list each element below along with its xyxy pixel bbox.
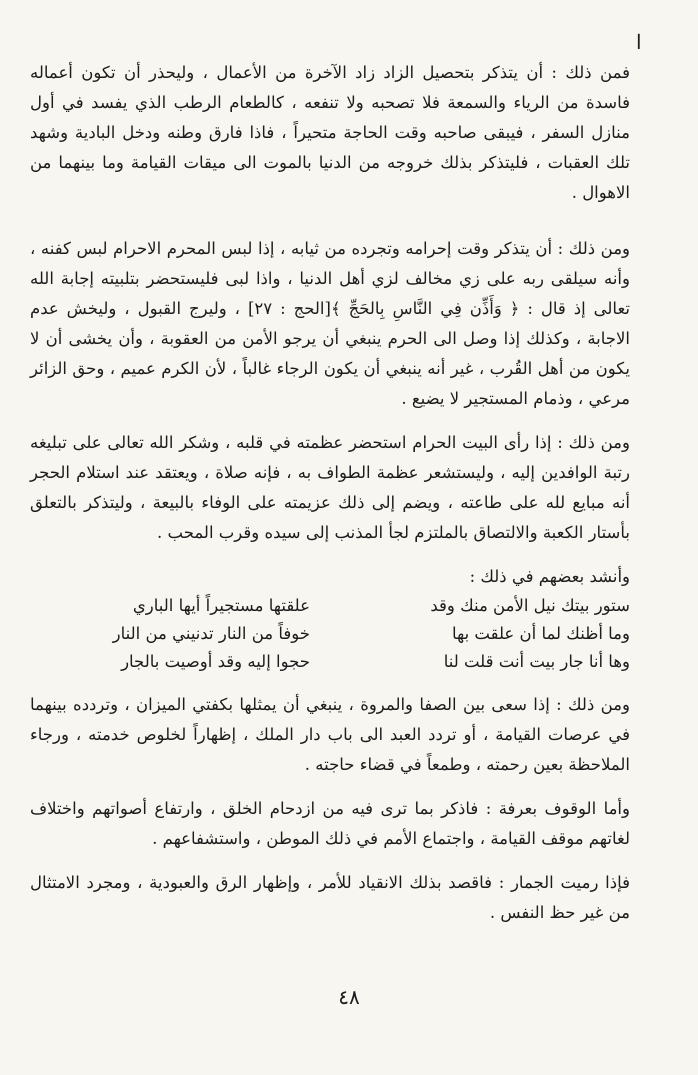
poem-hemistich-first: وها أنا جار بيت أنت قلت لنا xyxy=(443,652,630,671)
paragraph-sai: ومن ذلك : إذا سعى بين الصفا والمروة ، ينبغي أن يمثلها بكفتي الميزان ، وتردده بينهما في عرصات القيامة ، أو تردد العبد الى باب دار الملك ، إظهاراً لخلوص خدمته ، ورجاء الملاحظة بعين رحمته ، وطمعاً في قضاء حاجته . xyxy=(30,695,630,774)
paragraph-arafa: وأما الوقوف بعرفة : فاذكر بما ترى فيه من ازدحام الخلق ، وارتفاع أصواتهم واختلاف لغاتهم موقف القيامة ، واجتماع الأمم في ذلك الموطن ، واستشفاعهم . xyxy=(30,799,630,848)
poem-line xyxy=(30,620,630,648)
poem-hemistich-second: علقتها مستجيراً أيها الباري xyxy=(132,596,310,615)
corner-mark: ا xyxy=(636,30,642,54)
paragraph-ihram: ومن ذلك : أن يتذكر وقت إحرامه وتجرده من ثيابه ، إذا لبس المحرم الاحرام لبس كفنه ، وأنه سيلقى ربه على زي مخالف لزي أهل الدنيا ، واذا لبى فليستحضر بتلبيته إجابة الله تعالى إذ قال : ﴿ وَأَذِّن فِي النَّاسِ بِالحَجِّ ﴾[الحج : ٢٧] ، وليرج القبول ، وليخش عدم الاجابة ، وكذلك إذا وصل الى الحرم ينبغي أن يرجو الأمن من العقوبة ، وأن يخشى أن لا يكون من أهل القُرب ، غير أنه ينبغي أن يكون الرجاء غالباً ، لأن الكرم عميم ، وحق الزائر مرعي ، وذمام المستجير لا يضيع . xyxy=(30,239,630,408)
poem-line xyxy=(30,592,630,620)
page-number: ٤٨ xyxy=(338,985,360,1009)
paragraph-kaaba: ومن ذلك : إذا رأى البيت الحرام استحضر عظمته في قلبه ، وشكر الله تعالى على تبليغه رتبة الوافدين إليه ، وليستشعر عظمة الطواف به ، فإنه صلاة ، ويعتقد عند استلام الحجر أنه مبايع لله على طاعته ، ويضم إلى ذلك عزيمته على الوفاء بالبيعة ، وليتذكر بالتعلق بأستار الكعبة والالتصاق بالملتزم لجأ المذنب إلى سيده وقرب المحب . xyxy=(30,433,630,542)
paragraph-jamarat: فإذا رميت الجمار : فاقصد بذلك الانقياد للأمر ، وإظهار الرق والعبودية ، ومجرد الامتثال من غير حظ النفس . xyxy=(30,873,630,922)
paragraph-zad: فمن ذلك : أن يتذكر بتحصيل الزاد زاد الآخرة من الأعمال ، وليحذر أن تكون أعماله فاسدة من الرياء والسمعة فلا تصحبه ولا تنفعه ، كالطعام الرطب الذي يفسد في أول منازل السفر ، فيبقى صاحبه وقت الحاجة متحيراً ، فاذا فارق وطنه ودخل البادية وشهد تلك العقبات ، فليتذكر بذلك خروجه من الدنيا بالموت الى ميقات القيامة وما بينهما من الاهوال . xyxy=(30,63,630,202)
poem-line xyxy=(30,648,630,676)
poem-hemistich-second: خوفاً من النار تدنيني من النار xyxy=(112,624,310,643)
poem-hemistich-first: ستور بيتك نيل الأمن منك وقد xyxy=(430,596,630,615)
page-body xyxy=(30,58,630,928)
poem xyxy=(30,592,630,676)
poem-hemistich-second: حجوا إليه وقد أوصيت بالجار xyxy=(121,652,310,671)
poem-hemistich-first: وما أظنك لما أن علقت بها xyxy=(451,624,630,643)
poem-intro: وأنشد بعضهم في ذلك : xyxy=(469,567,630,586)
